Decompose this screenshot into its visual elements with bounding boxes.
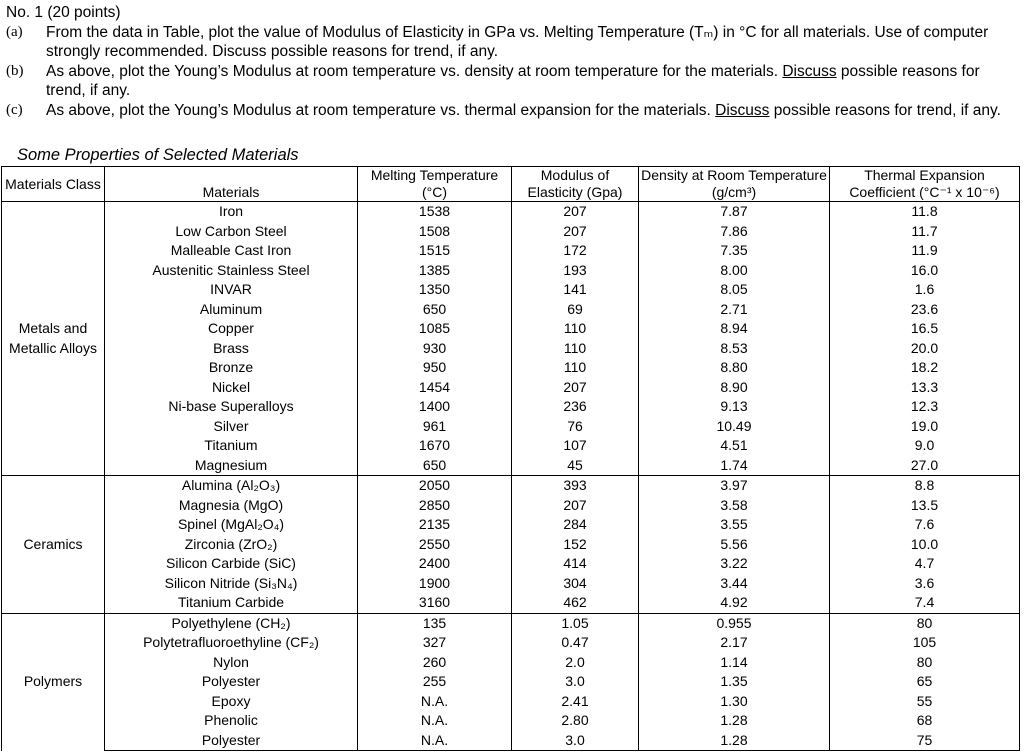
material-cell: Silicon Carbide (SiC) [105, 554, 358, 574]
thermal-expansion-cell: 9.0 [830, 436, 1020, 456]
melting-temperature-cell: 961 [358, 417, 512, 437]
problem-heading: No. 1 (20 points) [6, 4, 121, 21]
thermal-expansion-cell: 8.8 [830, 476, 1020, 496]
melting-temperature-cell: N.A. [358, 711, 512, 731]
part-c-text-after: possible reasons for trend, if any. [769, 101, 1001, 119]
density-cell: 1.74 [639, 456, 830, 476]
material-cell: Polytetrafluoroethyline (CF₂) [105, 633, 358, 653]
density-cell: 2.71 [639, 300, 830, 320]
material-cell: Epoxy [105, 692, 358, 712]
melting-temperature-cell: 1900 [358, 574, 512, 594]
table-row [2, 692, 1020, 712]
thermal-expansion-cell: 4.7 [830, 554, 1020, 574]
table-row [2, 672, 1020, 692]
melting-temperature-cell: 1538 [358, 202, 512, 222]
melting-temperature-cell: 1085 [358, 319, 512, 339]
table-row [2, 241, 1020, 261]
table-caption: Some Properties of Selected Materials [17, 146, 299, 164]
table-row [2, 711, 1020, 731]
table-row [2, 456, 1020, 476]
thermal-expansion-cell: 68 [830, 711, 1020, 731]
part-c [6, 101, 1018, 121]
melting-temperature-cell: 3160 [358, 593, 512, 613]
density-cell: 9.13 [639, 397, 830, 417]
part-b-text-before: As above, plot the Young’s Modulus at room temperature vs. density at room temperature for the materials. [46, 62, 783, 80]
thermal-expansion-cell: 7.6 [830, 515, 1020, 535]
material-cell: Titanium [105, 436, 358, 456]
melting-temperature-cell: 327 [358, 633, 512, 653]
table-row [2, 202, 1020, 222]
material-cell: Polyethylene (CH₂) [105, 613, 358, 633]
table-row [2, 358, 1020, 378]
melting-temperature-cell: 1385 [358, 261, 512, 281]
part-b [6, 62, 1018, 101]
density-cell: 1.30 [639, 692, 830, 712]
density-cell: 1.28 [639, 711, 830, 731]
material-cell: INVAR [105, 280, 358, 300]
density-cell: 8.05 [639, 280, 830, 300]
thermal-expansion-cell: 7.4 [830, 593, 1020, 613]
material-cell: Spinel (MgAl₂O₄) [105, 515, 358, 535]
part-c-text [46, 101, 1018, 121]
thermal-expansion-cell: 11.9 [830, 241, 1020, 261]
table-header-row [2, 167, 1020, 202]
density-cell: 3.55 [639, 515, 830, 535]
table-row [2, 496, 1020, 516]
melting-temperature-cell: 2135 [358, 515, 512, 535]
table-row [2, 653, 1020, 673]
melting-temperature-cell: 950 [358, 358, 512, 378]
thermal-expansion-cell: 13.3 [830, 378, 1020, 398]
material-cell: Alumina (Al₂O₃) [105, 476, 358, 496]
density-cell: 3.97 [639, 476, 830, 496]
table-row [2, 731, 1020, 751]
density-cell: 8.90 [639, 378, 830, 398]
density-cell: 8.00 [639, 261, 830, 281]
material-cell: Silver [105, 417, 358, 437]
melting-temperature-cell: 1515 [358, 241, 512, 261]
modulus-cell: 152 [512, 535, 639, 555]
modulus-cell: 193 [512, 261, 639, 281]
material-cell: Bronze [105, 358, 358, 378]
modulus-cell: 304 [512, 574, 639, 594]
modulus-cell: 0.47 [512, 633, 639, 653]
thermal-expansion-cell: 105 [830, 633, 1020, 653]
density-cell: 0.955 [639, 613, 830, 633]
density-cell: 7.35 [639, 241, 830, 261]
density-cell: 8.94 [639, 319, 830, 339]
density-cell: 7.86 [639, 222, 830, 242]
table-row [2, 436, 1020, 456]
header-melting-temperature: Melting Temperature (°C) [358, 167, 512, 202]
modulus-cell: 2.0 [512, 653, 639, 673]
thermal-expansion-cell: 11.8 [830, 202, 1020, 222]
melting-temperature-cell: 135 [358, 613, 512, 633]
material-cell: Nylon [105, 653, 358, 673]
density-cell: 8.80 [639, 358, 830, 378]
melting-temperature-cell: 1400 [358, 397, 512, 417]
density-cell: 2.17 [639, 633, 830, 653]
melting-temperature-cell: 260 [358, 653, 512, 673]
part-c-discuss: Discuss [715, 101, 770, 119]
density-cell: 1.14 [639, 653, 830, 673]
table-row [2, 515, 1020, 535]
melting-temperature-cell: 2400 [358, 554, 512, 574]
modulus-cell: 2.80 [512, 711, 639, 731]
table-row [2, 378, 1020, 398]
properties-table [1, 166, 1020, 751]
materials-class-cell: Polymers [2, 613, 105, 751]
thermal-expansion-cell: 3.6 [830, 574, 1020, 594]
table-row [2, 222, 1020, 242]
material-cell: Austenitic Stainless Steel [105, 261, 358, 281]
density-cell: 10.49 [639, 417, 830, 437]
thermal-expansion-cell: 80 [830, 653, 1020, 673]
part-c-text-before: As above, plot the Young’s Modulus at room temperature vs. thermal expansion for the materials. [46, 101, 716, 119]
part-b-text [46, 62, 1018, 101]
modulus-cell: 207 [512, 496, 639, 516]
header-materials-class: Materials Class [2, 167, 105, 202]
melting-temperature-cell: 1508 [358, 222, 512, 242]
material-cell: Zirconia (ZrO₂) [105, 535, 358, 555]
density-cell: 3.58 [639, 496, 830, 516]
material-cell: Titanium Carbide [105, 593, 358, 613]
thermal-expansion-cell: 13.5 [830, 496, 1020, 516]
thermal-expansion-cell: 19.0 [830, 417, 1020, 437]
thermal-expansion-cell: 65 [830, 672, 1020, 692]
part-a [6, 23, 1018, 62]
header-modulus: Modulus of Elasticity (Gpa) [512, 167, 639, 202]
part-c-label: (c) [6, 101, 23, 118]
modulus-cell: 207 [512, 222, 639, 242]
modulus-cell: 107 [512, 436, 639, 456]
density-cell: 5.56 [639, 535, 830, 555]
modulus-cell: 414 [512, 554, 639, 574]
modulus-cell: 141 [512, 280, 639, 300]
material-cell: Magnesium [105, 456, 358, 476]
modulus-cell: 69 [512, 300, 639, 320]
modulus-cell: 1.05 [512, 613, 639, 633]
table-row [2, 339, 1020, 359]
thermal-expansion-cell: 23.6 [830, 300, 1020, 320]
melting-temperature-cell: 1350 [358, 280, 512, 300]
table-row [2, 417, 1020, 437]
thermal-expansion-cell: 27.0 [830, 456, 1020, 476]
part-b-label: (b) [6, 62, 24, 79]
material-cell: Nickel [105, 378, 358, 398]
table-row [2, 613, 1020, 633]
thermal-expansion-cell: 1.6 [830, 280, 1020, 300]
material-cell: Silicon Nitride (Si₃N₄) [105, 574, 358, 594]
table-body [2, 202, 1020, 751]
density-cell: 7.87 [639, 202, 830, 222]
materials-class-cell: Metals and Metallic Alloys [2, 202, 105, 476]
density-cell: 4.51 [639, 436, 830, 456]
modulus-cell: 207 [512, 202, 639, 222]
melting-temperature-cell: 930 [358, 339, 512, 359]
problem-statement [6, 3, 1018, 120]
table-row [2, 476, 1020, 496]
material-cell: Copper [105, 319, 358, 339]
modulus-cell: 45 [512, 456, 639, 476]
part-a-text: From the data in Table, plot the value of Modulus of Elasticity in GPa vs. Melting Temperature (Tₘ) in °C for all materials. Use of computer strongly recommended. Discuss possible reasons for trend, if any. [46, 23, 989, 60]
table-row [2, 280, 1020, 300]
modulus-cell: 110 [512, 358, 639, 378]
modulus-cell: 284 [512, 515, 639, 535]
melting-temperature-cell: 255 [358, 672, 512, 692]
header-thermal-expansion: Thermal Expansion Coefficient (°C⁻¹ x 10⁻⁶) [830, 167, 1020, 202]
density-cell: 1.28 [639, 731, 830, 751]
thermal-expansion-cell: 16.0 [830, 261, 1020, 281]
modulus-cell: 207 [512, 378, 639, 398]
part-b-text-after: possible reasons for trend, if any. [46, 62, 980, 99]
thermal-expansion-cell: 12.3 [830, 397, 1020, 417]
density-cell: 8.53 [639, 339, 830, 359]
material-cell: Aluminum [105, 300, 358, 320]
material-cell: Polyester [105, 731, 358, 751]
density-cell: 4.92 [639, 593, 830, 613]
modulus-cell: 3.0 [512, 672, 639, 692]
modulus-cell: 110 [512, 319, 639, 339]
melting-temperature-cell: 650 [358, 300, 512, 320]
part-b-discuss: Discuss [782, 62, 837, 80]
density-cell: 3.22 [639, 554, 830, 574]
table-row [2, 633, 1020, 653]
melting-temperature-cell: 2050 [358, 476, 512, 496]
modulus-cell: 76 [512, 417, 639, 437]
material-cell: Malleable Cast Iron [105, 241, 358, 261]
thermal-expansion-cell: 10.0 [830, 535, 1020, 555]
header-materials: Materials [105, 167, 358, 202]
melting-temperature-cell: 650 [358, 456, 512, 476]
density-cell: 3.44 [639, 574, 830, 594]
material-cell: Brass [105, 339, 358, 359]
thermal-expansion-cell: 18.2 [830, 358, 1020, 378]
table-row [2, 261, 1020, 281]
melting-temperature-cell: N.A. [358, 731, 512, 751]
modulus-cell: 393 [512, 476, 639, 496]
melting-temperature-cell: 2850 [358, 496, 512, 516]
melting-temperature-cell: 1670 [358, 436, 512, 456]
table-row [2, 593, 1020, 613]
thermal-expansion-cell: 75 [830, 731, 1020, 751]
modulus-cell: 462 [512, 593, 639, 613]
thermal-expansion-cell: 16.5 [830, 319, 1020, 339]
table-row [2, 397, 1020, 417]
header-density: Density at Room Temperature (g/cm³) [639, 167, 830, 202]
material-cell: Phenolic [105, 711, 358, 731]
material-cell: Magnesia (MgO) [105, 496, 358, 516]
table-row [2, 554, 1020, 574]
modulus-cell: 236 [512, 397, 639, 417]
part-a-label: (a) [6, 23, 23, 40]
melting-temperature-cell: N.A. [358, 692, 512, 712]
material-cell: Low Carbon Steel [105, 222, 358, 242]
table-row [2, 574, 1020, 594]
modulus-cell: 2.41 [512, 692, 639, 712]
table-row [2, 300, 1020, 320]
modulus-cell: 172 [512, 241, 639, 261]
melting-temperature-cell: 1454 [358, 378, 512, 398]
modulus-cell: 110 [512, 339, 639, 359]
material-cell: Iron [105, 202, 358, 222]
table-row [2, 535, 1020, 555]
thermal-expansion-cell: 20.0 [830, 339, 1020, 359]
thermal-expansion-cell: 11.7 [830, 222, 1020, 242]
density-cell: 1.35 [639, 672, 830, 692]
thermal-expansion-cell: 80 [830, 613, 1020, 633]
melting-temperature-cell: 2550 [358, 535, 512, 555]
modulus-cell: 3.0 [512, 731, 639, 751]
material-cell: Ni-base Superalloys [105, 397, 358, 417]
material-cell: Polyester [105, 672, 358, 692]
thermal-expansion-cell: 55 [830, 692, 1020, 712]
table-row [2, 319, 1020, 339]
materials-class-cell: Ceramics [2, 476, 105, 614]
